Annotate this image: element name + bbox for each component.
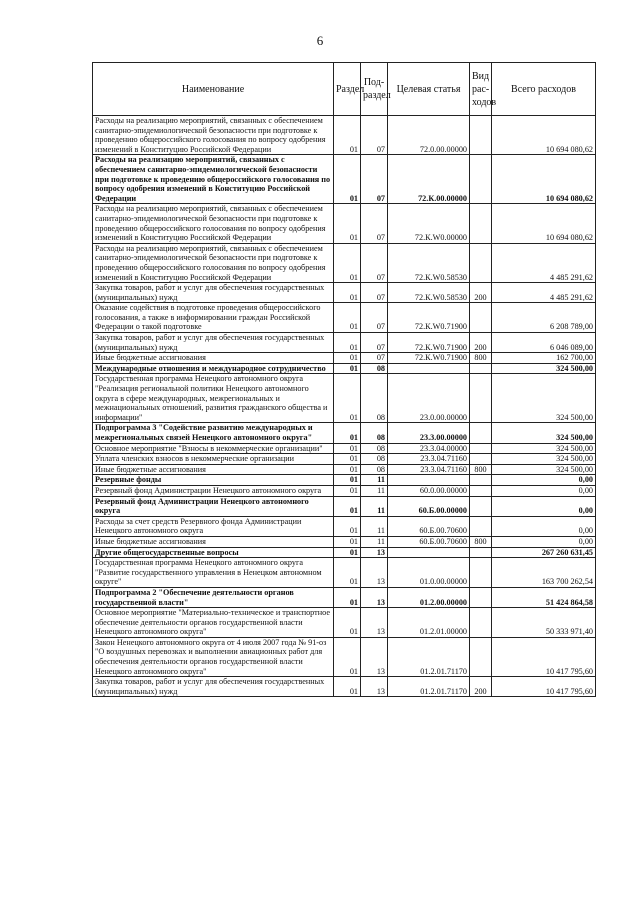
row-vid (470, 547, 492, 558)
row-name: Закупка товаров, работ и услуг для обеспечения государственных (муниципальных) нужд (93, 677, 334, 697)
row-name: Государственная программа Ненецкого автономного округа "Развитие государственного управления в Ненецком автономном округе" (93, 558, 334, 588)
row-name: Закон Ненецкого автономного округа от 4 июля 2007 года № 91-оз "О воздушных перевозках и выполнении авиационных работ для обеспечения деятельности органов государственной власти Ненецкого автономного округа" (93, 637, 334, 676)
row-razdel: 01 (334, 155, 361, 204)
row-vid (470, 558, 492, 588)
row-name: Резервный фонд Администрации Ненецкого автономного округа (93, 485, 334, 496)
row-razdel: 01 (334, 485, 361, 496)
table-row (93, 363, 596, 374)
row-statya: 23.3.04.00000 (388, 443, 470, 454)
table-row (93, 637, 596, 676)
table-row (93, 423, 596, 443)
table-row (93, 558, 596, 588)
row-statya: 72.К.00.00000 (388, 155, 470, 204)
table-row (93, 516, 596, 536)
row-razdel: 01 (334, 475, 361, 486)
row-razdel: 01 (334, 547, 361, 558)
row-total: 162 700,00 (492, 353, 596, 364)
row-name: Подпрограмма 2 "Обеспечение деятельности органов государственной власти" (93, 587, 334, 607)
row-vid (470, 587, 492, 607)
row-podrazdel: 08 (361, 423, 388, 443)
table-row (93, 443, 596, 454)
row-statya: 72.К.W0.71900 (388, 303, 470, 333)
page-number: 6 (316, 33, 324, 48)
row-podrazdel: 08 (361, 454, 388, 465)
row-name: Оказание содействия в подготовке проведения общероссийского голосования, а также в информировании граждан Российской Федерации о такой подготовке (93, 303, 334, 333)
row-name: Основное мероприятие "Материально-техническое и транспортное обеспечение деятельности органов государственной власти Ненецкого автономного округа" (93, 608, 334, 638)
row-razdel: 01 (334, 454, 361, 465)
row-podrazdel: 13 (361, 587, 388, 607)
row-name: Расходы на реализацию мероприятий, связанных с обеспечением санитарно-эпидемиологической безопасности при подготовке к проведению общероссийского голосования по вопросу одобрения изменений в Конституцию Российской Федерации (93, 155, 334, 204)
row-total: 324 500,00 (492, 454, 596, 465)
row-razdel: 01 (334, 536, 361, 547)
row-vid: 200 (470, 677, 492, 697)
row-podrazdel: 07 (361, 116, 388, 155)
row-podrazdel: 13 (361, 608, 388, 638)
row-vid (470, 303, 492, 333)
row-total: 50 333 971,40 (492, 608, 596, 638)
row-podrazdel: 11 (361, 536, 388, 547)
row-statya: 01.2.01.71170 (388, 677, 470, 697)
row-statya: 72.К.W0.71900 (388, 353, 470, 364)
header-razdel: Раздел (334, 63, 361, 116)
table-row (93, 547, 596, 558)
row-podrazdel: 07 (361, 333, 388, 353)
row-statya: 23.3.04.71160 (388, 454, 470, 465)
row-total: 51 424 864,58 (492, 587, 596, 607)
row-razdel: 01 (334, 423, 361, 443)
row-total: 10 417 795,60 (492, 677, 596, 697)
row-name: Расходы за счет средств Резервного фонда Администрации Ненецкого автономного округа (93, 516, 334, 536)
row-vid (470, 155, 492, 204)
header-vid: Вид рас-ходов (470, 63, 492, 116)
row-total: 0,00 (492, 475, 596, 486)
row-razdel: 01 (334, 116, 361, 155)
row-name: Уплата членских взносов в некоммерческие организации (93, 454, 334, 465)
header-podrazdel: Под-раздел (361, 63, 388, 116)
row-podrazdel: 07 (361, 283, 388, 303)
row-podrazdel: 07 (361, 353, 388, 364)
row-razdel: 01 (334, 496, 361, 516)
row-statya: 60.Б.00.00000 (388, 496, 470, 516)
row-name: Другие общегосударственные вопросы (93, 547, 334, 558)
table-row (93, 496, 596, 516)
row-total: 324 500,00 (492, 363, 596, 374)
row-razdel: 01 (334, 637, 361, 676)
table-body (93, 116, 596, 697)
row-vid (470, 243, 492, 282)
row-total: 324 500,00 (492, 423, 596, 443)
row-statya (388, 363, 470, 374)
row-total: 4 485 291,62 (492, 243, 596, 282)
row-razdel: 01 (334, 353, 361, 364)
row-total: 324 500,00 (492, 443, 596, 454)
table-row (93, 243, 596, 282)
row-razdel: 01 (334, 283, 361, 303)
row-statya: 60.0.00.00000 (388, 485, 470, 496)
row-name: Расходы на реализацию мероприятий, связанных с обеспечением санитарно-эпидемиологической безопасности при подготовке к проведению общероссийского голосования по вопросу одобрения изменений в Конституцию Российской Федерации (93, 204, 334, 243)
table-row (93, 454, 596, 465)
row-vid (470, 637, 492, 676)
row-podrazdel: 13 (361, 547, 388, 558)
table-row (93, 116, 596, 155)
table-row (93, 677, 596, 697)
row-name: Расходы на реализацию мероприятий, связанных с обеспечением санитарно-эпидемиологической безопасности при подготовке к проведению общероссийского голосования по вопросу одобрения изменений в Конституцию Российской Федерации (93, 116, 334, 155)
budget-table (92, 62, 596, 697)
header-name: Наименование (93, 63, 334, 116)
row-total: 0,00 (492, 516, 596, 536)
row-podrazdel: 08 (361, 464, 388, 475)
header-total: Всего расходов (492, 63, 596, 116)
row-podrazdel: 11 (361, 485, 388, 496)
row-razdel: 01 (334, 204, 361, 243)
row-podrazdel: 11 (361, 516, 388, 536)
row-vid: 200 (470, 333, 492, 353)
table-row (93, 485, 596, 496)
row-name: Расходы на реализацию мероприятий, связанных с обеспечением санитарно-эпидемиологической безопасности при подготовке к проведению общероссийского голосования по вопросу одобрения изменений в Конституцию Российской Федерации (93, 243, 334, 282)
row-statya: 23.0.00.00000 (388, 374, 470, 423)
row-podrazdel: 13 (361, 677, 388, 697)
row-total: 0,00 (492, 496, 596, 516)
row-total: 4 485 291,62 (492, 283, 596, 303)
table-row (93, 353, 596, 364)
row-razdel: 01 (334, 363, 361, 374)
row-podrazdel: 08 (361, 374, 388, 423)
table-row (93, 155, 596, 204)
row-podrazdel: 07 (361, 243, 388, 282)
row-vid (470, 485, 492, 496)
row-vid (470, 204, 492, 243)
row-statya: 72.0.00.00000 (388, 116, 470, 155)
table-row (93, 536, 596, 547)
row-name: Иные бюджетные ассигнования (93, 353, 334, 364)
row-razdel: 01 (334, 333, 361, 353)
row-podrazdel: 13 (361, 637, 388, 676)
row-statya: 01.0.00.00000 (388, 558, 470, 588)
row-statya: 60.Б.00.70600 (388, 536, 470, 547)
row-razdel: 01 (334, 677, 361, 697)
row-razdel: 01 (334, 303, 361, 333)
row-total: 10 694 080,62 (492, 204, 596, 243)
row-name: Основное мероприятие "Взносы в некоммерческие организации" (93, 443, 334, 454)
row-razdel: 01 (334, 443, 361, 454)
row-vid (470, 374, 492, 423)
row-total: 163 700 262,54 (492, 558, 596, 588)
row-podrazdel: 08 (361, 363, 388, 374)
row-name: Подпрограмма 3 "Содействие развитию международных и межрегиональных связей Ненецкого автономного округа" (93, 423, 334, 443)
row-vid (470, 116, 492, 155)
row-total: 267 260 631,45 (492, 547, 596, 558)
row-podrazdel: 11 (361, 496, 388, 516)
row-statya: 72.К.W0.71900 (388, 333, 470, 353)
row-vid (470, 454, 492, 465)
row-razdel: 01 (334, 464, 361, 475)
row-name: Закупка товаров, работ и услуг для обеспечения государственных (муниципальных) нужд (93, 283, 334, 303)
table-row (93, 475, 596, 486)
row-vid: 800 (470, 536, 492, 547)
row-total: 10 694 080,62 (492, 155, 596, 204)
row-razdel: 01 (334, 516, 361, 536)
row-statya: 60.Б.00.70600 (388, 516, 470, 536)
table-row (93, 283, 596, 303)
row-total: 6 208 789,00 (492, 303, 596, 333)
row-vid: 800 (470, 353, 492, 364)
row-statya: 72.К.W0.00000 (388, 204, 470, 243)
row-statya (388, 475, 470, 486)
row-statya: 72.К.W0.58530 (388, 283, 470, 303)
row-total: 6 046 089,00 (492, 333, 596, 353)
table-row (93, 587, 596, 607)
row-podrazdel: 07 (361, 155, 388, 204)
row-statya: 01.2.01.00000 (388, 608, 470, 638)
row-podrazdel: 11 (361, 475, 388, 486)
row-vid: 200 (470, 283, 492, 303)
row-name: Резервные фонды (93, 475, 334, 486)
row-name: Иные бюджетные ассигнования (93, 464, 334, 475)
row-name: Государственная программа Ненецкого автономного округа "Реализация региональной политики Ненецкого автономного округа в сфере международных, межрегиональных и межнациональных отношений, развития гражданского общества и информации" (93, 374, 334, 423)
row-razdel: 01 (334, 587, 361, 607)
header-statya: Целевая статья (388, 63, 470, 116)
row-total: 0,00 (492, 485, 596, 496)
row-statya: 23.3.04.71160 (388, 464, 470, 475)
row-vid (470, 608, 492, 638)
table-row (93, 464, 596, 475)
row-name: Международные отношения и международное сотрудничество (93, 363, 334, 374)
row-vid (470, 516, 492, 536)
table-row (93, 374, 596, 423)
row-name: Резервный фонд Администрации Ненецкого автономного округа (93, 496, 334, 516)
row-total: 324 500,00 (492, 464, 596, 475)
row-total: 0,00 (492, 536, 596, 547)
row-total: 10 694 080,62 (492, 116, 596, 155)
row-statya: 01.2.00.00000 (388, 587, 470, 607)
row-name: Иные бюджетные ассигнования (93, 536, 334, 547)
row-razdel: 01 (334, 374, 361, 423)
row-podrazdel: 07 (361, 204, 388, 243)
row-razdel: 01 (334, 608, 361, 638)
row-razdel: 01 (334, 243, 361, 282)
row-total: 10 417 795,60 (492, 637, 596, 676)
table-row (93, 608, 596, 638)
row-statya: 01.2.01.71170 (388, 637, 470, 676)
row-name: Закупка товаров, работ и услуг для обеспечения государственных (муниципальных) нужд (93, 333, 334, 353)
table-row (93, 333, 596, 353)
row-vid (470, 423, 492, 443)
row-podrazdel: 07 (361, 303, 388, 333)
row-statya: 72.К.W0.58530 (388, 243, 470, 282)
row-podrazdel: 13 (361, 558, 388, 588)
table-header-row (93, 63, 596, 116)
row-vid (470, 443, 492, 454)
row-statya: 23.3.00.00000 (388, 423, 470, 443)
row-vid: 800 (470, 464, 492, 475)
row-vid (470, 363, 492, 374)
table-row (93, 303, 596, 333)
row-total: 324 500,00 (492, 374, 596, 423)
row-razdel: 01 (334, 558, 361, 588)
row-vid (470, 475, 492, 486)
table-row (93, 204, 596, 243)
row-podrazdel: 08 (361, 443, 388, 454)
row-statya (388, 547, 470, 558)
row-vid (470, 496, 492, 516)
